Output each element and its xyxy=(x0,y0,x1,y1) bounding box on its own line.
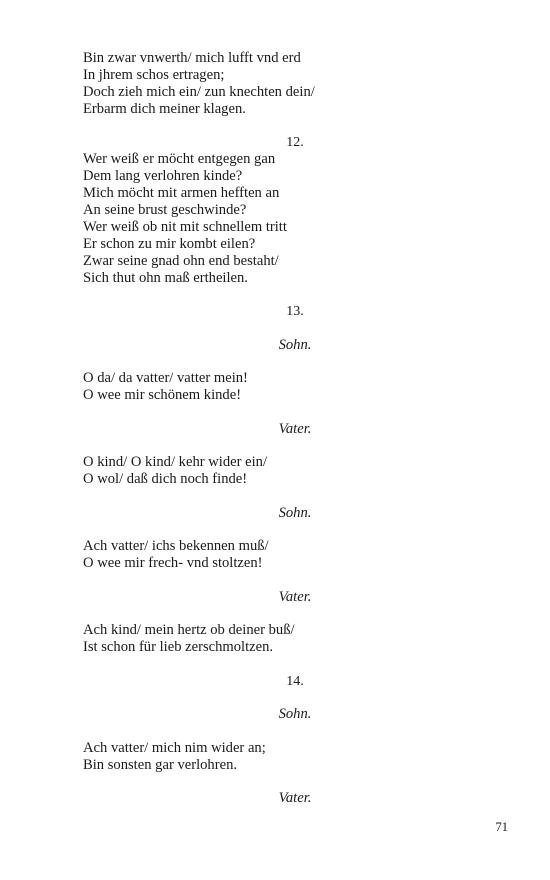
dialogue-lines xyxy=(83,370,493,404)
verse-line: Ach kind/ mein hertz ob deiner buß/ xyxy=(83,622,295,638)
verse-line: Zwar seine gnad ohn end bestaht/ xyxy=(83,253,279,269)
verse-line: Bin sonsten gar verlohren. xyxy=(83,757,238,773)
dialogue-lines xyxy=(83,740,493,774)
verse-line: Bin zwar vnwerth/ mich lufft vnd erd xyxy=(83,50,301,66)
verse-line: Dem lang verlohren kinde? xyxy=(83,168,243,184)
stanza-12 xyxy=(83,151,493,287)
verse-line: Ist schon für lieb zerschmoltzen. xyxy=(83,639,274,655)
verse-line: Wer weiß er möcht entgegen gan xyxy=(83,151,276,167)
speaker-label: Vater. xyxy=(278,421,312,437)
verse-line: O da/ da vatter/ vatter mein! xyxy=(83,370,248,386)
stanza-number-14: 14. xyxy=(286,674,304,689)
stanza-number-13: 13. xyxy=(286,304,304,319)
dialogue-lines xyxy=(83,538,493,572)
dialogue-lines xyxy=(83,454,493,488)
verse-line: O wee mir frech- vnd stoltzen! xyxy=(83,555,263,571)
speaker-label: Sohn. xyxy=(278,337,312,353)
verse-line: Ach vatter/ ichs bekennen muß/ xyxy=(83,538,269,554)
speaker-label: Sohn. xyxy=(278,706,312,722)
stanza-11-ending xyxy=(83,50,493,118)
stanza-number-12: 12. xyxy=(286,135,304,150)
verse-line: O wol/ daß dich noch finde! xyxy=(83,471,248,487)
dialogue-lines xyxy=(83,622,493,656)
verse-line: Sich thut ohn maß ertheilen. xyxy=(83,270,248,286)
verse-line: Wer weiß ob nit mit schnellem tritt xyxy=(83,219,287,235)
verse-line: Doch zieh mich ein/ zun knechten dein/ xyxy=(83,84,315,100)
verse-line: O kind/ O kind/ kehr wider ein/ xyxy=(83,454,268,470)
speaker-label: Vater. xyxy=(278,589,312,605)
speaker-label: Sohn. xyxy=(278,505,312,521)
verse-line: Er schon zu mir kombt eilen? xyxy=(83,236,256,252)
verse-line: An seine brust geschwinde? xyxy=(83,202,247,218)
verse-line: O wee mir schönem kinde! xyxy=(83,387,242,403)
verse-line: Ach vatter/ mich nim wider an; xyxy=(83,740,266,756)
verse-line: Mich möcht mit armen hefften an xyxy=(83,185,280,201)
speaker-label: Vater. xyxy=(278,790,312,806)
verse-line: Erbarm dich meiner klagen. xyxy=(83,101,246,117)
page-number: 71 xyxy=(495,820,508,834)
verse-line: In jhrem schos ertragen; xyxy=(83,67,225,83)
